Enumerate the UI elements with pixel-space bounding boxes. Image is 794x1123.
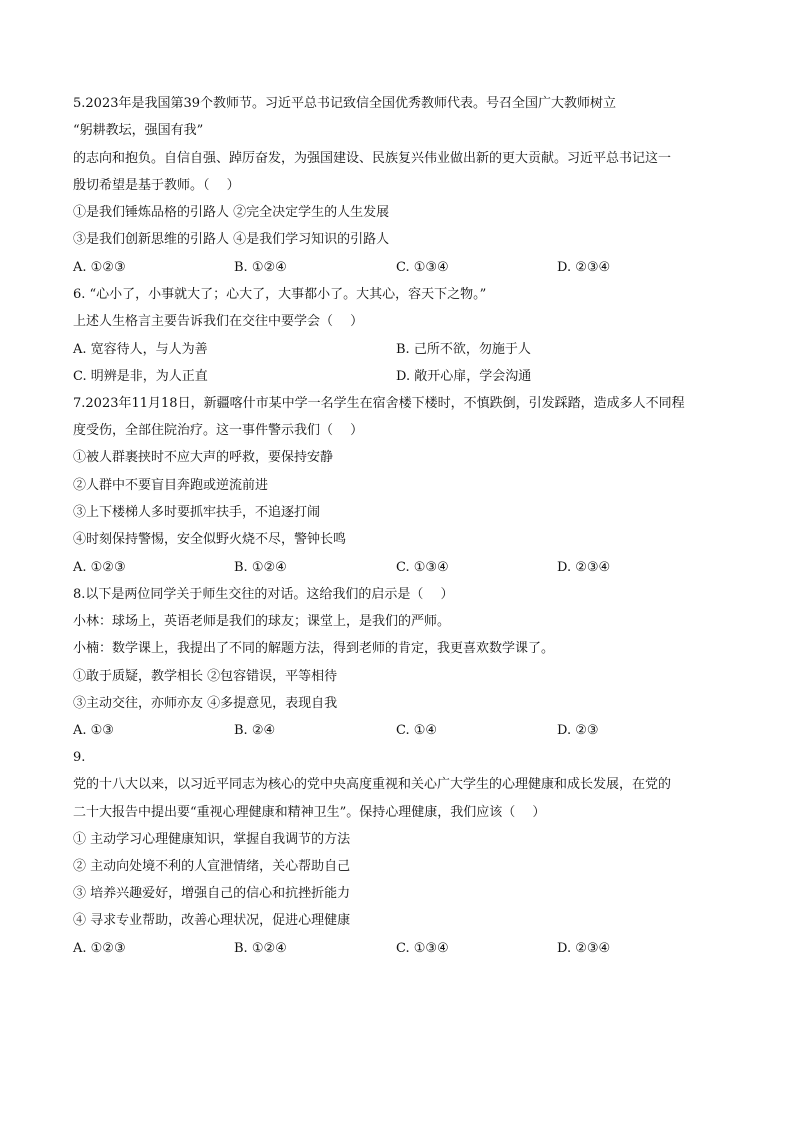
q6-option-b[interactable]: B. 己所不欲，勿施于人 bbox=[396, 342, 531, 357]
q9-statement-1: ① 主动学习心理健康知识，掌握自我调节的方法 bbox=[73, 832, 351, 847]
q6-stem-line1: 6. “心小了，小事就大了；心大了，大事都小了。大其心，容天下之物。” bbox=[73, 287, 487, 302]
q7-statement-2: ②人群中不要盲目奔跑或逆流前进 bbox=[73, 478, 269, 493]
q7-stem-line2: 度受伤，全部住院治疗。这一事件警示我们（ ） bbox=[73, 423, 364, 438]
q8-stem-line1: 8.以下是两位同学关于师生交往的对话。这给我们的启示是（ ） bbox=[73, 587, 454, 602]
q8-option-c[interactable]: C. ①④ bbox=[396, 723, 438, 738]
q8-dialogue-xiaolin: 小林：球场上，英语老师是我们的球友；课堂上，是我们的严师。 bbox=[73, 614, 451, 629]
q6-stem-line2: 上述人生格言主要告诉我们在交往中要学会（ ） bbox=[73, 314, 364, 329]
q7-statement-4: ④时刻保持警惕，安全似野火烧不尽，警钟长鸣 bbox=[73, 532, 347, 547]
q5-option-c[interactable]: C. ①③④ bbox=[396, 260, 449, 275]
q6-option-d[interactable]: D. 敞开心扉，学会沟通 bbox=[396, 369, 532, 384]
q8-option-b[interactable]: B. ②④ bbox=[234, 723, 276, 738]
q5-option-d[interactable]: D. ②③④ bbox=[557, 260, 611, 275]
q5-stem-line3: 的志向和抱负。自信自强、踔厉奋发，为强国建设、民族复兴伟业做出新的更大贡献。习近平总书记这一 bbox=[73, 151, 672, 166]
q8-option-d[interactable]: D. ②③ bbox=[557, 723, 599, 738]
q7-statement-3: ③上下楼梯人多时要抓牢扶手，不追逐打闹 bbox=[73, 505, 321, 520]
q7-option-c[interactable]: C. ①③④ bbox=[396, 560, 449, 575]
q8-statements-1: ①敢于质疑，教学相长 ②包容错误，平等相待 bbox=[73, 669, 338, 684]
q5-stem-line4: 殷切希望是基于教师。（ ） bbox=[73, 178, 240, 193]
q7-option-a[interactable]: A. ①②③ bbox=[73, 560, 126, 575]
q5-statements-2: ③是我们创新思维的引路人 ④是我们学习知识的引路人 bbox=[73, 232, 390, 247]
q9-stem-line1: 党的十八大以来，以习近平同志为核心的党中央高度重视和关心广大学生的心理健康和成长发展，在党的 bbox=[73, 777, 672, 792]
q9-option-a[interactable]: A. ①②③ bbox=[73, 941, 126, 956]
q7-option-b[interactable]: B. ①②④ bbox=[234, 560, 287, 575]
q5-statements-1: ①是我们锤炼品格的引路人 ②完全决定学生的人生发展 bbox=[73, 205, 390, 220]
q7-option-d[interactable]: D. ②③④ bbox=[557, 560, 611, 575]
q5-stem-quote: “躬耕教坛，强国有我” bbox=[73, 123, 204, 138]
q8-dialogue-xiaonan: 小楠：数学课上，我提出了不同的解题方法，得到老师的肯定，我更喜欢数学课了。 bbox=[73, 641, 555, 656]
q9-number: 9. bbox=[73, 750, 86, 765]
q9-statement-2: ② 主动向处境不利的人宣泄情绪，关心帮助自己 bbox=[73, 859, 351, 874]
q7-stem-line1: 7.2023年11月18日，新疆喀什市某中学一名学生在宿舍楼下楼时，不慎跌倒，引发踩踏，造成多人不同程 bbox=[73, 396, 685, 411]
q9-statement-3: ③ 培养兴趣爱好，增强自己的信心和抗挫折能力 bbox=[73, 886, 351, 901]
q8-option-a[interactable]: A. ①③ bbox=[73, 723, 114, 738]
q6-option-c[interactable]: C. 明辨是非，为人正直 bbox=[73, 369, 208, 384]
q7-statement-1: ①被人群裹挟时不应大声的呼救，要保持安静 bbox=[73, 450, 334, 465]
q9-stem-line2: 二十大报告中提出要“重视心理健康和精神卫生”。保持心理健康，我们应该（ ） bbox=[73, 805, 546, 820]
q9-option-c[interactable]: C. ①③④ bbox=[396, 941, 449, 956]
q5-option-b[interactable]: B. ①②④ bbox=[234, 260, 287, 275]
q9-option-b[interactable]: B. ①②④ bbox=[234, 941, 287, 956]
q9-option-d[interactable]: D. ②③④ bbox=[557, 941, 611, 956]
q5-stem-line1: 5.2023年是我国第39个教师节。习近平总书记致信全国优秀教师代表。号召全国广大教师树立 bbox=[73, 96, 617, 111]
q6-option-a[interactable]: A. 宽容待人，与人为善 bbox=[73, 342, 208, 357]
q8-statements-2: ③主动交往，亦师亦友 ④多提意见，表现自我 bbox=[73, 696, 338, 711]
q5-option-a[interactable]: A. ①②③ bbox=[73, 260, 126, 275]
q9-statement-4: ④ 寻求专业帮助，改善心理状况，促进心理健康 bbox=[73, 913, 351, 928]
